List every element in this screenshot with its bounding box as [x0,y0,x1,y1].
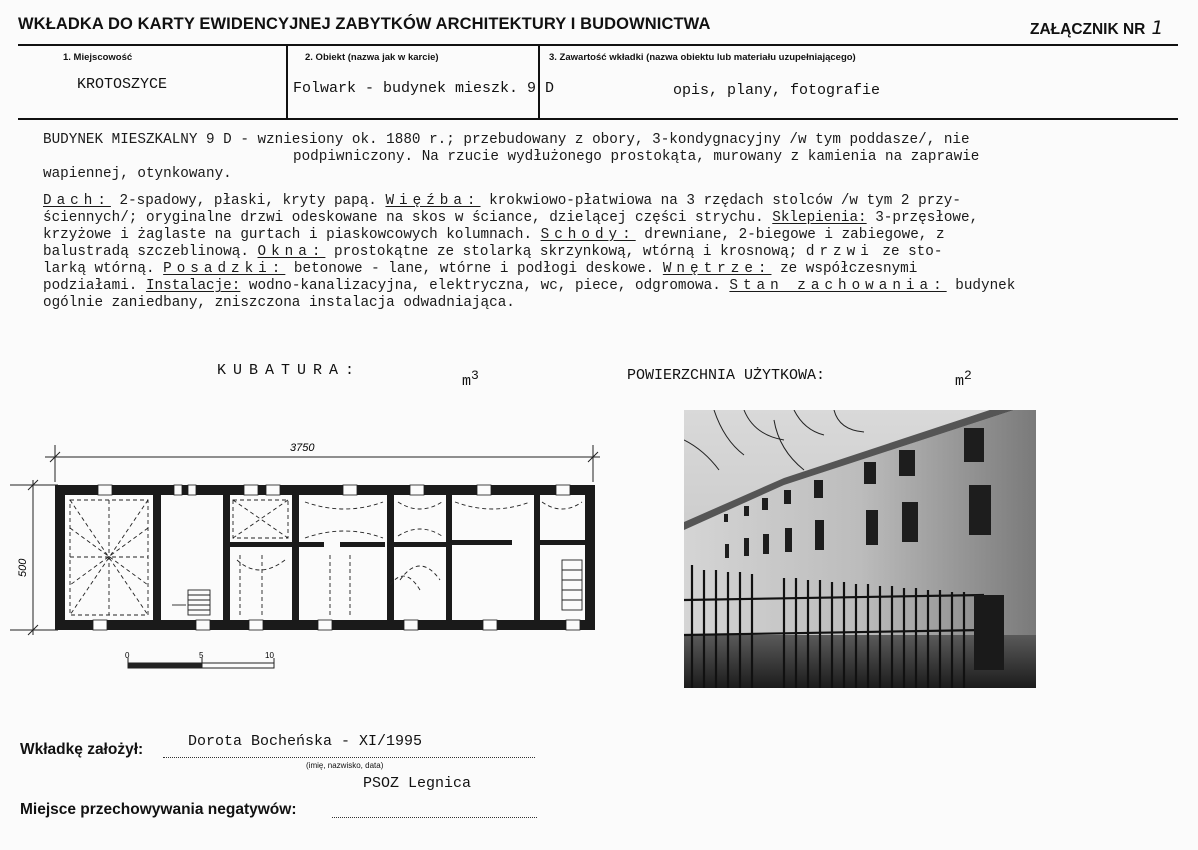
content-value: opis, plany, fotografie [673,82,881,99]
plan-depth-label: 500 [17,558,29,577]
section-heading-installations: Instalacje: [145,278,241,294]
area-unit [955,368,972,390]
section-heading-vaults: Sklepienia: [772,210,867,226]
description-text: prostokątne ze stolarką skrzynkową, wtórną i krosnową; [325,244,806,260]
scale-tick-0: 0 [125,651,130,660]
archive-label: Miejsce przechowywania negatywów: [20,801,297,818]
header-rule [18,44,1178,46]
author-dotted-line [163,757,535,758]
description-text: ze sto- [873,244,943,260]
plan-vault-pattern [70,500,582,615]
description-text: 2-spadowy, płaski, kryty papą. [110,193,386,209]
section-heading-truss: Więźba: [385,193,481,209]
author-label: Wkładkę założył: [20,741,144,758]
scale-tick-5: 5 [199,651,204,660]
description [43,132,1168,312]
attachment-number [1030,17,1163,39]
description-text: drewniane, 2-biegowe i zabiegowe, z [635,227,945,243]
field-divider [286,45,288,119]
section-heading-condition: Stan zachowania: [729,278,947,294]
description-text: ściennych/; oryginalne drzwi odeskowane na skos w ściance, dzielącej części strychu. [43,210,773,226]
area-unit-base: m [955,373,965,390]
floor-plan [0,430,640,680]
volume-unit [462,368,479,390]
description-text: podpiwniczony. Na rzucie wydłużonego prostokąta, murowany z kamienia na zaprawie [293,149,980,165]
description-text: larką wtórną. [43,261,164,277]
object-value: Folwark - budynek mieszk. 9 D [293,80,555,97]
plan-stairs [172,560,582,615]
description-text: krzyżowe i żaglaste na gurtach i piaskowcowych kolumnach. [43,227,541,243]
section-heading-interior: Wnętrze: [662,261,772,277]
area-unit-exponent: 2 [964,368,972,383]
area-label: POWIERZCHNIA UŻYTKOWA: [627,367,826,384]
plan-width-label: 3750 [290,442,315,454]
content-label: 3. Zawartość wkładki (nazwa obiektu lub materiału uzupełniającego) [549,52,856,63]
description-text: budynek [946,278,1016,294]
attachment-label: ZAŁĄCZNIK NR [1030,21,1146,38]
author-note: (imię, nazwisko, data) [306,761,384,770]
locality-label: 1. Miejscowość [63,52,133,63]
section-heading-doors: drzwi [805,244,874,260]
volume-unit-base: m [462,373,472,390]
fields-bottom-rule [18,118,1178,120]
scale-tick-10: 10 [265,651,274,660]
description-text: betonowe - lane, wtórne i podłogi deskowe. [285,261,663,277]
description-text: podziałami. [43,278,146,294]
description-text: ze współczesnymi [771,261,918,277]
plan-depth-dimension [10,480,58,635]
description-text: krokwiowo-płatwiowa na 3 rzędach stolców /w tym 2 przy- [480,193,961,209]
card-title: WKŁADKA DO KARTY EWIDENCYJNEJ ZABYTKÓW ARCHITEKTURY I BUDOWNICTWA [18,15,711,33]
object-label: 2. Obiekt (nazwa jak w karcie) [305,52,439,63]
attachment-number-value: 1 [1151,17,1164,39]
section-heading-windows: Okna: [257,244,326,260]
description-text: wodno-kanalizacyjna, elektryczna, wc, piece, odgromowa. [240,278,730,294]
volume-unit-exponent: 3 [471,368,479,383]
description-text: - wzniesiony ok. 1880 r.; przebudowany z obory, 3-kondygnacyjny /w tym poddasze/, nie [231,132,970,148]
building-name: BUDYNEK MIESZKALNY 9 D [43,132,232,148]
volume-label: KUBATURA: [217,362,362,379]
author-value: Dorota Bocheńska - XI/1995 [188,733,423,750]
locality-value: KROTOSZYCE [77,76,168,93]
description-text: wapiennej, otynkowany. [43,166,232,182]
plan-width-dimension [45,445,600,482]
building-photograph [684,410,1036,688]
section-heading-floors: Posadzki: [163,261,286,277]
description-text: 3-przęsłowe, [866,210,979,226]
description-text: ogólnie zaniedbany, zniszczona instalacja odwadniająca. [43,295,515,311]
archive-value: PSOZ Legnica [363,775,472,792]
section-heading-stairs: Schody: [540,227,636,243]
photo-image [684,410,1036,688]
archive-dotted-line [332,817,537,818]
plan-windows [93,485,580,630]
description-text: balustradą szczeblinową. [43,244,258,260]
section-heading-roof: Dach: [43,193,111,209]
